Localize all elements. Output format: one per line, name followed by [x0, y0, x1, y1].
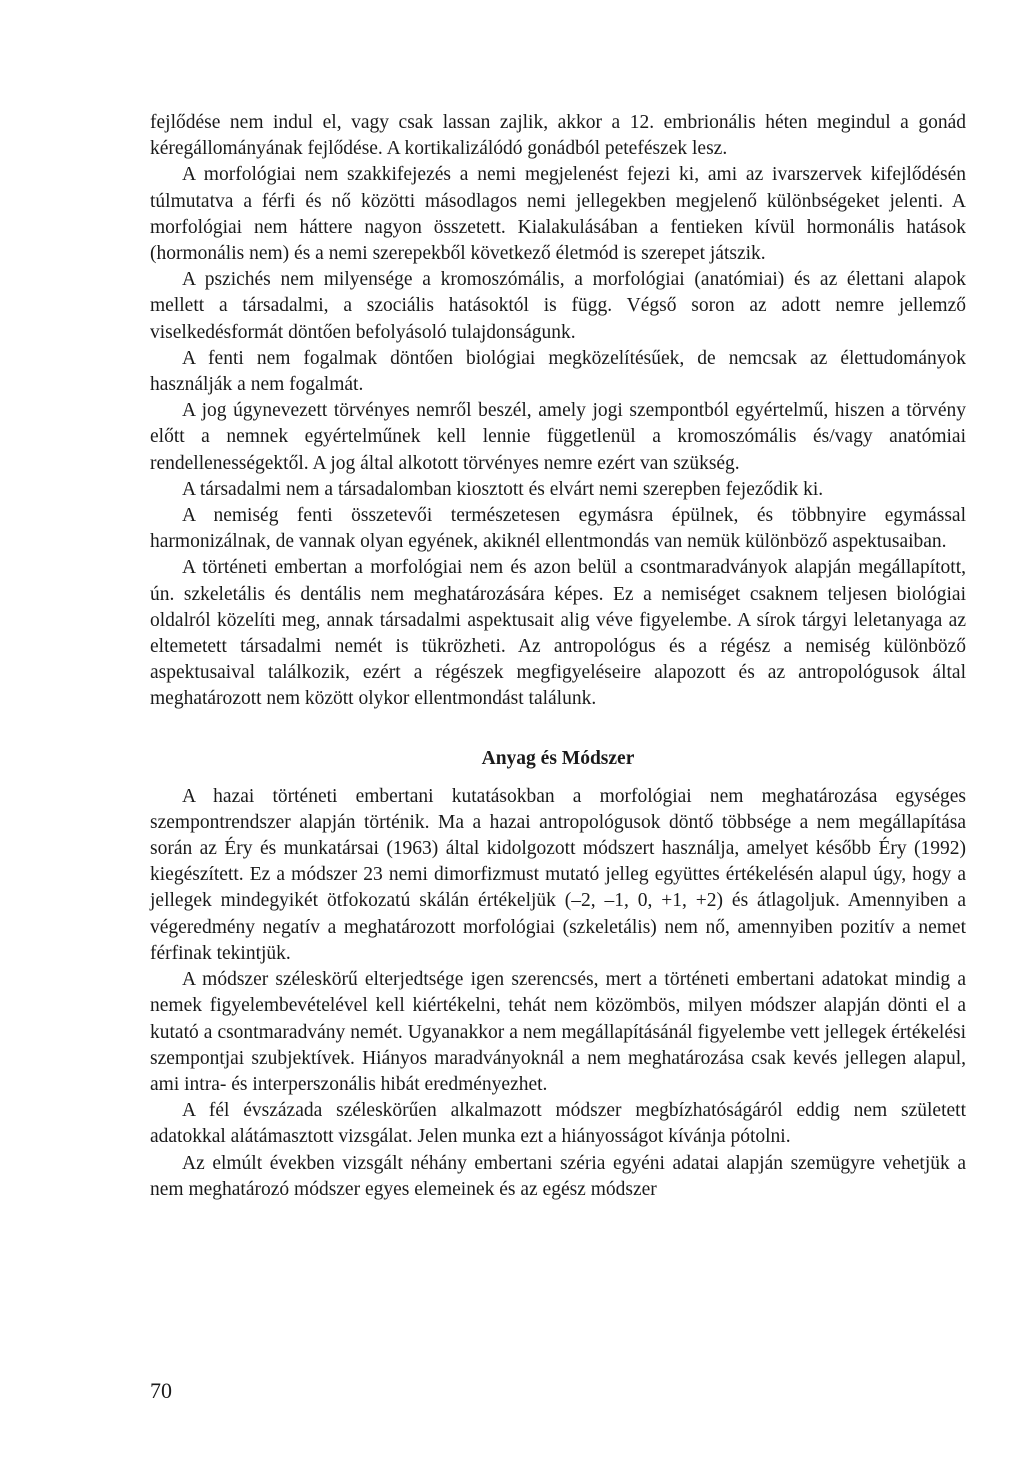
paragraph: A történeti embertan a morfológiai nem és azon belül a csontmaradványok alapján megállapított, ún. szkeletális és dentális nem meghatározására képes. Ez a nemiséget csaknem teljesen biológiai oldalról közelíti meg, annak társadalmi aspektusait alig véve figyelembe. A sírok tárgyi leletanyaga az eltemetett társadalmi nemét is tükrözheti. Az antropológus és a régész a nemiség különböző aspektusaival találkozik, ezért a régészek megfigyeléseire alapozott és az antropológusok által meghatározott nem között olykor ellentmondást találunk.	[150, 557, 966, 710]
paragraph: Az elmúlt években vizsgált néhány embertani széria egyéni adatai alapján szemügyre vehetjük a nem meghatározó módszer egyes elemeinek és az egész módszer	[150, 1152, 966, 1200]
paragraph: A jog úgynevezett törvényes nemről beszél, amely jogi szempontból egyértelmű, hiszen a törvény előtt a nemnek egyértelműnek kell lennie függetlenül a kromoszómális és/vagy anatómiai rendellenességektől. A jog által alkotott törvényes nemre ezért van szükség.	[150, 400, 966, 474]
paragraph: A nemiség fenti összetevői természetesen egymásra épülnek, és többnyire egymással harmonizálnak, de vannak olyan egyének, akiknél ellentmondás van nemük különböző aspektusaiban.	[150, 505, 966, 553]
paragraph: A pszichés nem milyensége a kromoszómális, a morfológiai (anatómiai) és az élettani alapok mellett a társadalmi, a szociális hatásoktól is függ. Végső soron az adott nemre jellemző viselkedésformát döntően befolyásoló tulajdonságunk.	[150, 269, 966, 343]
page-body	[150, 110, 966, 1203]
paragraph: A módszer széleskörű elterjedtsége igen szerencsés, mert a történeti embertani adatokat mindig a nemek figyelembevételével kell kiértékelni, tehát nem közömbös, milyen módszer alapján dönti el a kutató a csontmaradvány nemét. Ugyanakkor a nem megállapításánál figyelembe vett jellegek értékelési szempontjai szubjektívek. Hiányos maradványoknál a nem meghatározása csak kevés jellegen alapul, ami intra- és interperszonális hibát eredményezhet.	[150, 969, 966, 1095]
paragraph: A társadalmi nem a társadalomban kiosztott és elvárt nemi szerepben fejeződik ki.	[182, 478, 824, 500]
paragraph: A fenti nem fogalmak döntően biológiai megközelítésűek, de nemcsak az élettudományok használják a nem fogalmát.	[150, 347, 966, 396]
section-title: Anyag és Módszer	[481, 747, 635, 769]
page-number: 70	[150, 1378, 172, 1403]
paragraph: A hazai történeti embertani kutatásokban a morfológiai nem meghatározása egységes szempontrendszer alapján történik. Ma a hazai antropológusok döntő többsége a nem megállapítása során az Éry és munkatársai (1963) által kidolgozott módszert használja, amelyet később Éry (1992) kiegészített. Ez a módszer 23 nemi dimorfizmust mutató jelleg együttes értékelésén alapul úgy, hogy a jellegek mindegyikét ötfokozatú skálán értékeljük (–2, –1, 0, +1, +2) és átlagoljuk. Amennyiben a végeredmény negatív a meghatározott morfológiai (szkeletális) nem nő, amennyiben pozitív a nemet férfinak tekintjük.	[150, 785, 966, 964]
paragraph: A morfológiai nem szakkifejezés a nemi megjelenést fejezi ki, ami az ivarszervek kifejlődésén túlmutatva a férfi és nő közötti másodlagos nemi jellegekben megjelenő különbségeket jelenti. A morfológiai nem háttere nagyon összetett. Kialakulásában a fentieken kívül hormonális hatások (hormonális nem) és a nemi szerepekből következő életmód is szerepet játszik.	[150, 164, 966, 265]
paragraph: A fél évszázada széleskörűen alkalmazott módszer megbízhatóságáról eddig nem született adatokkal alátámasztott vizsgálat. Jelen munka ezt a hiányosságot kívánja pótolni.	[150, 1100, 966, 1148]
paragraph: fejlődése nem indul el, vagy csak lassan zajlik, akkor a 12. embrionális héten megindul a gonád kéregállományának fejlődése. A kortikalizálódó gonádból petefészek lesz.	[150, 112, 966, 160]
